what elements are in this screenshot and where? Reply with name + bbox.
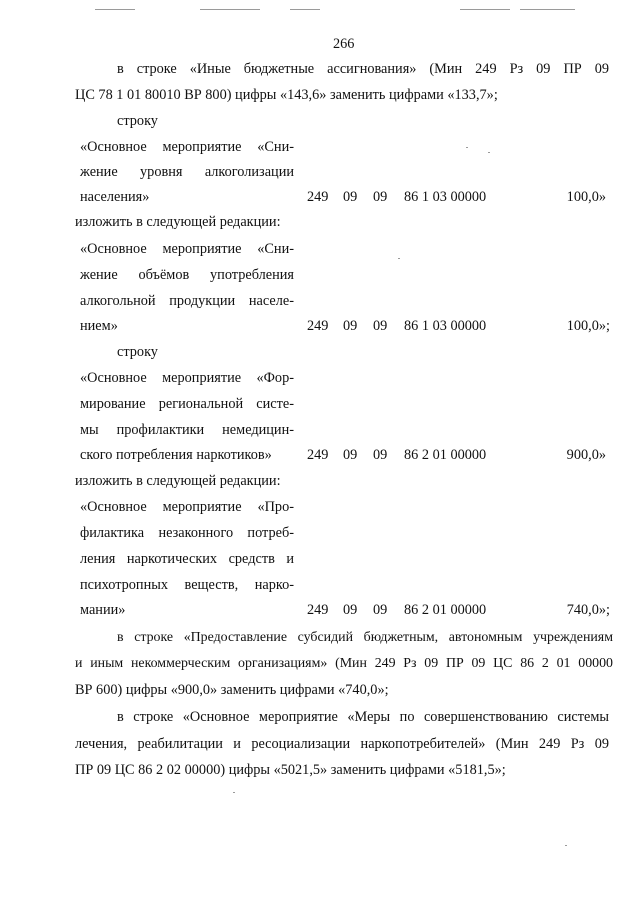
cs-code: 86 1 03 00000: [404, 189, 487, 205]
row-text-line: жение объёмов употребления: [80, 267, 294, 283]
row-text-line: населения»: [80, 189, 150, 205]
edit-instruction: изложить в следующей редакции:: [75, 214, 281, 230]
page-number: 266: [333, 36, 355, 52]
scan-artifact: [520, 9, 575, 10]
rz-code: 09: [343, 447, 358, 463]
row-text-line: мы профилактики немедицин-: [80, 422, 294, 438]
rz-code: 09: [343, 602, 358, 618]
amount-value: 740,0»;: [566, 602, 610, 618]
min-code: 249: [307, 318, 329, 334]
paragraph-line: в строке «Иные бюджетные ассигнования» (Мин 249 Рз 09 ПР 09: [117, 61, 609, 77]
paragraph-line: ВР 600) цифры «900,0» заменить цифрами «740,0»;: [75, 682, 389, 698]
row-text-line: нием»: [80, 318, 118, 334]
paragraph-line: ПР 09 ЦС 86 2 02 00000) цифры «5021,5» заменить цифрами «5181,5»;: [75, 762, 506, 778]
scan-artifact: [290, 9, 320, 10]
scan-artifact: [200, 9, 260, 10]
scan-artifact: [488, 152, 490, 153]
scan-artifact: [95, 9, 135, 10]
pr-code: 09: [373, 602, 388, 618]
row-text-line: алкогольной продукции населе-: [80, 293, 294, 309]
row-text-line: психотропных веществ, нарко-: [80, 577, 294, 593]
row-text-line: мании»: [80, 602, 126, 618]
paragraph-line: ЦС 78 1 01 80010 ВР 800) цифры «143,6» заменить цифрами «133,7»;: [75, 87, 498, 103]
min-code: 249: [307, 447, 329, 463]
stroku-label: строку: [117, 344, 158, 360]
cs-code: 86 2 01 00000: [404, 602, 487, 618]
cs-code: 86 1 03 00000: [404, 318, 487, 334]
pr-code: 09: [373, 318, 388, 334]
rz-code: 09: [343, 189, 358, 205]
cs-code: 86 2 01 00000: [404, 447, 487, 463]
pr-code: 09: [373, 189, 388, 205]
scan-artifact: [398, 258, 400, 259]
rz-code: 09: [343, 318, 358, 334]
row-text-line: «Основное мероприятие «Сни-: [80, 241, 294, 257]
row-text-line: жение уровня алкоголизации: [80, 164, 294, 180]
row-text-line: «Основное мероприятие «Фор-: [80, 370, 294, 386]
amount-value: 100,0»: [566, 189, 606, 205]
edit-instruction: изложить в следующей редакции:: [75, 473, 281, 489]
scan-artifact: [466, 147, 468, 148]
pr-code: 09: [373, 447, 388, 463]
row-text-line: ления наркотических средств и: [80, 551, 294, 567]
row-text-line: филактика незаконного потреб-: [80, 525, 294, 541]
row-text-line: «Основное мероприятие «Сни-: [80, 139, 294, 155]
paragraph-line: лечения, реабилитации и ресоциализации наркопотребителей» (Мин 249 Рз 09: [75, 736, 609, 752]
scan-artifact: [565, 845, 567, 846]
row-text-line: «Основное мероприятие «Про-: [80, 499, 294, 515]
paragraph-line: в строке «Предоставление субсидий бюджетным, автономным учреждениям: [117, 630, 613, 645]
amount-value: 900,0»: [566, 447, 606, 463]
min-code: 249: [307, 602, 329, 618]
paragraph-line: и иным некоммерческим организациям» (Мин 249 Рз 09 ПР 09 ЦС 86 2 01 00000: [75, 656, 613, 671]
scan-artifact: [233, 792, 235, 793]
stroku-label: строку: [117, 113, 158, 129]
min-code: 249: [307, 189, 329, 205]
amount-value: 100,0»;: [566, 318, 610, 334]
paragraph-line: в строке «Основное мероприятие «Меры по совершенствованию системы: [117, 709, 609, 725]
row-text-line: мирование региональной систе-: [80, 396, 294, 412]
row-text-line: ского потребления наркотиков»: [80, 447, 272, 463]
scan-artifact: [460, 9, 510, 10]
